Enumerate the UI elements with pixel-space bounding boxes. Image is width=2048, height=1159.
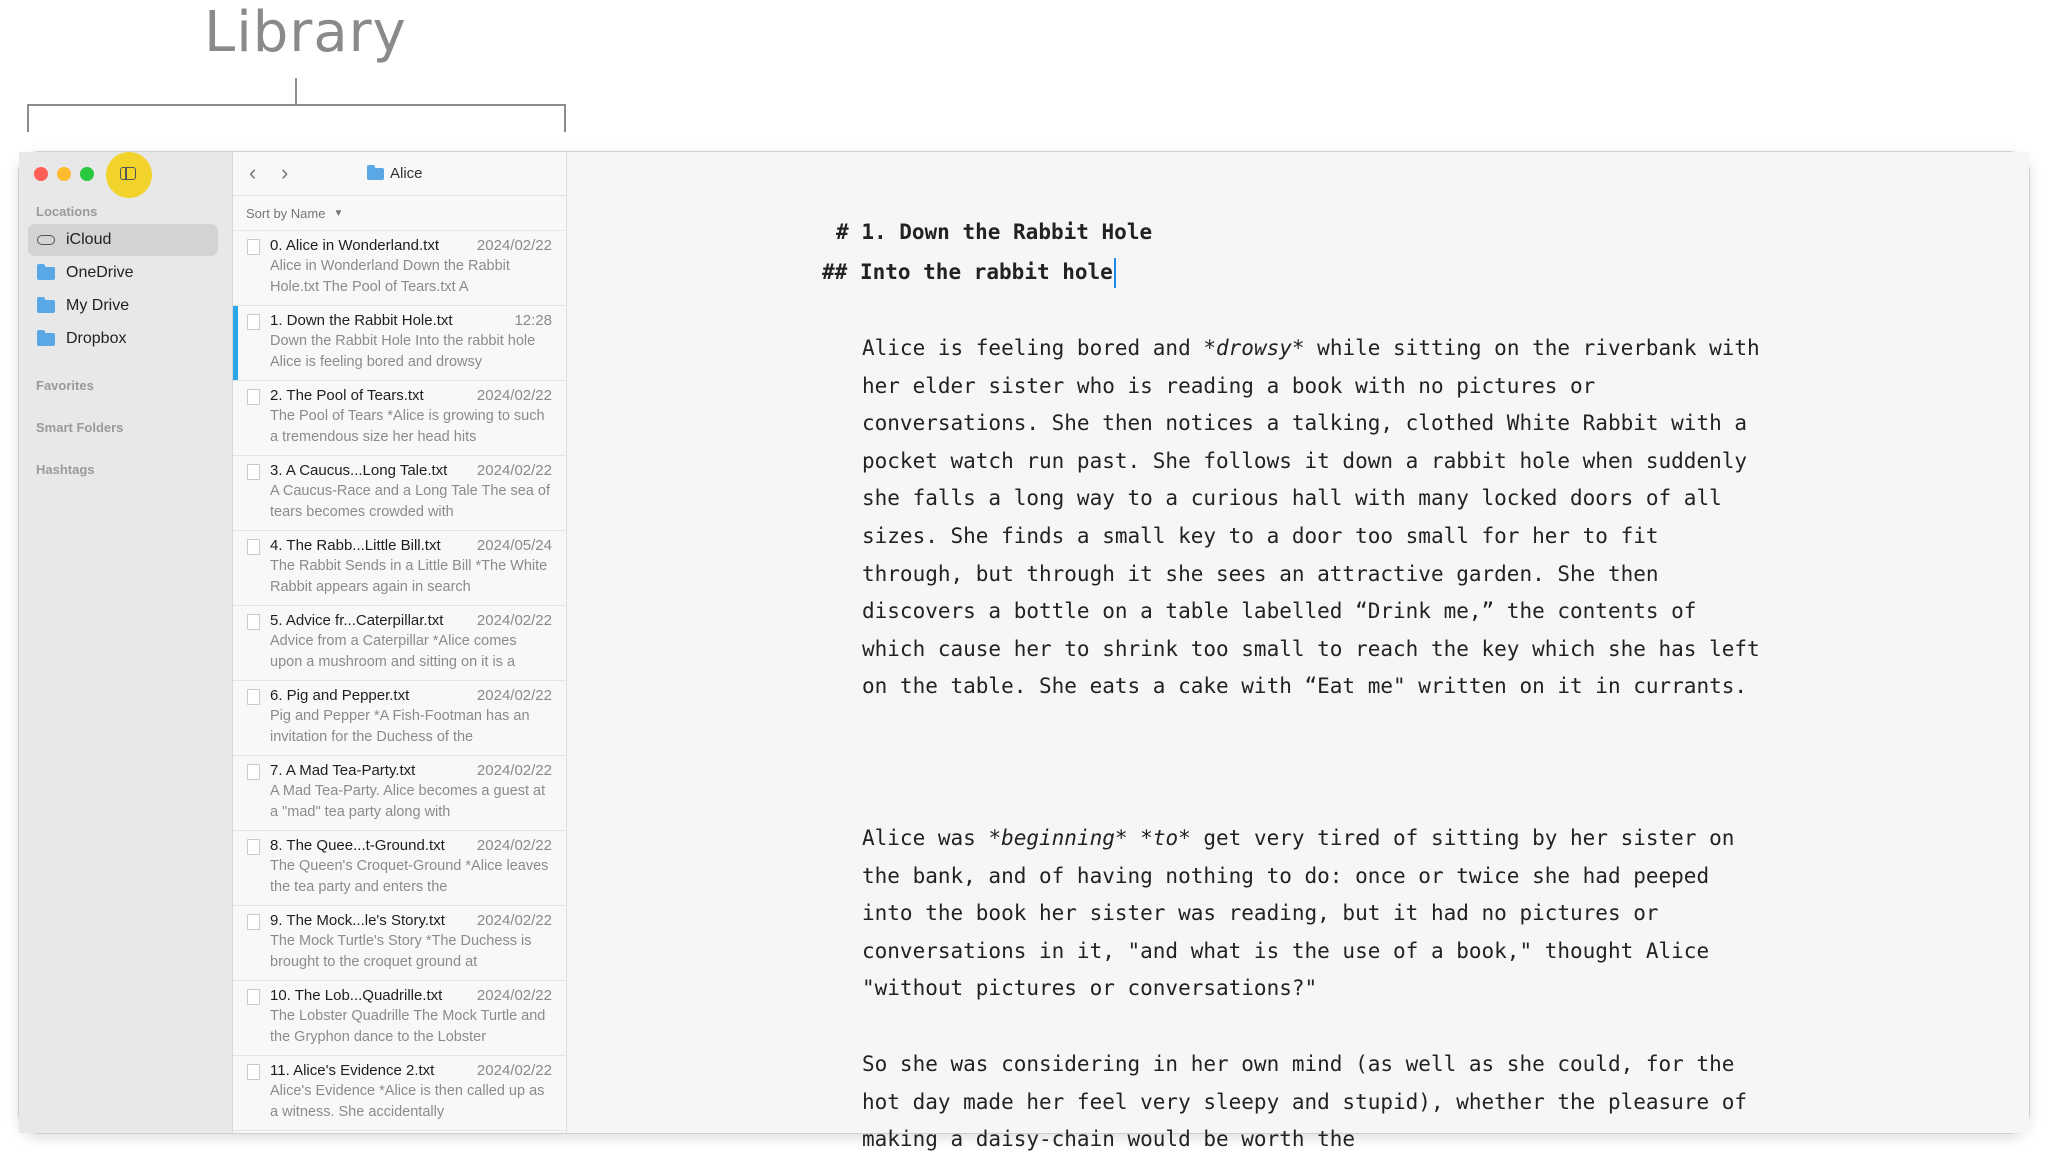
- library-callout-title: Library: [204, 0, 407, 65]
- emphasis-text: *beginning*: [988, 826, 1128, 850]
- paragraph-2: Alice was *beginning* *to* get very tired of sitting by her sister on the bank, and of having nothing to do: once or twice she had peeped into the book her sister was reading, but it had no pictures or conversations in it, "and what is the use of a book," thought Alice "without pictures or conversations?": [862, 826, 1748, 1001]
- file-item-header: [270, 462, 552, 479]
- file-item-header: [270, 612, 552, 629]
- heading-1: [836, 220, 1152, 244]
- heading-2-marker: ##: [822, 260, 848, 284]
- zoom-window-button[interactable]: [80, 167, 94, 181]
- text-cursor: [1114, 258, 1116, 288]
- file-date: 2024/02/22: [476, 237, 552, 254]
- file-list-item[interactable]: [233, 906, 566, 981]
- file-item-header: [270, 762, 552, 779]
- editor-pane[interactable]: [567, 152, 2029, 1152]
- current-folder-label: Alice: [390, 165, 423, 182]
- file-preview: Down the Rabbit Hole Into the rabbit hole Alice is feeling bored and drowsy: [270, 333, 536, 370]
- file-list-item[interactable]: [233, 681, 566, 756]
- file-item-header: [270, 1062, 552, 1079]
- file-name: 1. Down the Rabbit Hole.txt: [270, 312, 453, 329]
- file-list-item[interactable]: [233, 981, 566, 1056]
- file-date: 2024/02/22: [476, 837, 552, 854]
- sort-label: Sort by Name: [246, 205, 326, 221]
- section-label-favorites[interactable]: Favorites: [36, 378, 94, 393]
- document-icon: [247, 1064, 260, 1080]
- document-icon: [247, 839, 260, 855]
- file-name: 6. Pig and Pepper.txt: [270, 687, 410, 704]
- file-preview: A Mad Tea-Party. Alice becomes a guest at a "mad" tea party along with: [270, 783, 546, 820]
- heading-1-text: 1. Down the Rabbit Hole: [861, 220, 1153, 244]
- file-list-item[interactable]: [233, 531, 566, 606]
- document-icon: [247, 539, 260, 555]
- paragraph-1: Alice is feeling bored and *drowsy* while sitting on the riverbank with her elder sister who is reading a book with no pictures or conversations. She then notices a talking, clothed White Rabbit with a pocket watch run past. She follows it down a rabbit hole when suddenly she falls a long way to a curious hall with many locked doors of all sizes. She finds a small key to a door too small for her to fit through, but through it she sees an attractive garden. She then discovers a bottle on a table labelled “Drink me,” the contents of which cause her to shrink too small to reach the key which she has left on the table. She eats a cake with “Eat me" written on it in currants.: [862, 336, 1773, 699]
- paragraph-3: So she was considering in her own mind (as well as she could, for the hot day made her feel very sleepy and stupid), whether the pleasure of making a daisy-chain would be worth the: [862, 1052, 1760, 1152]
- file-preview: Alice in Wonderland Down the Rabbit Hole.txt The Pool of Tears.txt A: [270, 258, 510, 295]
- file-preview: Advice from a Caterpillar *Alice comes upon a mushroom and sitting on it is a: [270, 633, 517, 670]
- heading-2-text: Into the rabbit hole: [859, 260, 1113, 284]
- sidebar-item-icloud[interactable]: [28, 224, 218, 256]
- file-item-header: [270, 837, 552, 854]
- file-date: 2024/02/22: [476, 387, 552, 404]
- file-date: 2024/02/22: [476, 687, 552, 704]
- file-rows: [233, 231, 566, 1131]
- file-item-header: [270, 687, 552, 704]
- document-icon: [247, 464, 260, 480]
- file-date: 2024/02/22: [476, 912, 552, 929]
- back-arrow-icon[interactable]: ‹: [249, 160, 257, 185]
- sidebar: [19, 152, 233, 1133]
- file-date: 2024/02/22: [476, 462, 552, 479]
- emphasis-text: *to*: [1140, 826, 1191, 850]
- sidebar-item-my-drive[interactable]: [28, 290, 218, 322]
- file-item-header: [270, 387, 552, 404]
- file-name: 2. The Pool of Tears.txt: [270, 387, 424, 404]
- file-list-item[interactable]: [233, 381, 566, 456]
- forward-arrow-icon[interactable]: ›: [281, 160, 289, 185]
- sort-dropdown[interactable]: [233, 196, 566, 231]
- document-icon: [247, 314, 260, 330]
- file-preview: The Queen's Croquet-Ground *Alice leaves the tea party and enters the: [270, 858, 549, 895]
- document-icon: [247, 239, 260, 255]
- file-name: 0. Alice in Wonderland.txt: [270, 237, 439, 254]
- callout-bracket: [27, 104, 566, 132]
- current-folder: [367, 165, 423, 182]
- file-list-item[interactable]: [233, 756, 566, 831]
- file-item-header: [270, 312, 552, 329]
- file-name: 4. The Rabb...Little Bill.txt: [270, 537, 441, 554]
- folder-icon: [36, 267, 56, 280]
- emphasis-text: *drowsy*: [1203, 336, 1305, 360]
- file-item-header: [270, 237, 552, 254]
- section-label-hashtags[interactable]: Hashtags: [36, 462, 95, 477]
- file-name: 10. The Lob...Quadrille.txt: [270, 987, 443, 1004]
- folder-icon: [367, 168, 384, 180]
- file-preview: Pig and Pepper *A Fish-Footman has an invitation for the Duchess of the: [270, 708, 530, 745]
- file-name: 3. A Caucus...Long Tale.txt: [270, 462, 448, 479]
- document-icon: [247, 389, 260, 405]
- file-preview: A Caucus-Race and a Long Tale The sea of tears becomes crowded with: [270, 483, 550, 520]
- file-date: 2024/02/22: [476, 612, 552, 629]
- file-list-item[interactable]: [233, 306, 566, 381]
- file-preview: The Mock Turtle's Story *The Duchess is brought to the croquet ground at: [270, 933, 532, 970]
- file-date: 12:28: [514, 312, 552, 329]
- file-list-header: [233, 152, 566, 196]
- document-icon: [247, 914, 260, 930]
- sidebar-toggle-icon[interactable]: [120, 167, 136, 180]
- file-date: 2024/02/22: [476, 762, 552, 779]
- file-preview: Alice's Evidence *Alice is then called up as a witness. She accidentally: [270, 1083, 545, 1120]
- app-window: [19, 152, 2029, 1152]
- sidebar-item-label: My Drive: [66, 297, 130, 314]
- heading-1-marker: #: [836, 220, 849, 244]
- file-date: 2024/05/24: [476, 537, 552, 554]
- file-name: 11. Alice's Evidence 2.txt: [270, 1062, 435, 1079]
- sidebar-item-onedrive[interactable]: [28, 257, 218, 289]
- file-item-header: [270, 912, 552, 929]
- file-name: 9. The Mock...le's Story.txt: [270, 912, 445, 929]
- minimize-window-button[interactable]: [57, 167, 71, 181]
- document-icon: [247, 989, 260, 1005]
- folder-icon: [36, 300, 56, 313]
- file-preview: The Rabbit Sends in a Little Bill *The White Rabbit appears again in search: [270, 558, 548, 595]
- sidebar-item-label: OneDrive: [66, 264, 134, 281]
- file-list-item[interactable]: [233, 231, 566, 306]
- sidebar-item-label: iCloud: [66, 231, 112, 248]
- folder-icon: [36, 333, 56, 346]
- close-window-button[interactable]: [34, 167, 48, 181]
- file-preview: The Pool of Tears *Alice is growing to such a tremendous size her head hits: [270, 408, 545, 445]
- file-list-item[interactable]: [233, 606, 566, 681]
- file-name: 8. The Quee...t-Ground.txt: [270, 837, 445, 854]
- sidebar-item-label: Dropbox: [66, 330, 127, 347]
- callout-bracket-stem: [295, 78, 297, 106]
- file-item-header: [270, 537, 552, 554]
- chevron-down-icon: ▼: [333, 207, 344, 219]
- document-icon: [247, 764, 260, 780]
- file-list-pane: [233, 152, 567, 1133]
- file-date: 2024/02/22: [476, 987, 552, 1004]
- file-date: 2024/02/22: [476, 1062, 552, 1079]
- sidebar-item-dropbox[interactable]: [28, 323, 218, 355]
- section-label-locations: Locations: [36, 204, 98, 219]
- cloud-icon: [36, 235, 56, 245]
- file-list-item[interactable]: [233, 456, 566, 531]
- file-list-item[interactable]: [233, 831, 566, 906]
- file-name: 7. A Mad Tea-Party.txt: [270, 762, 416, 779]
- file-name: 5. Advice fr...Caterpillar.txt: [270, 612, 444, 629]
- heading-2: [822, 258, 1116, 288]
- document-icon: [247, 689, 260, 705]
- file-preview: The Lobster Quadrille The Mock Turtle and the Gryphon dance to the Lobster: [270, 1008, 546, 1045]
- file-item-header: [270, 987, 552, 1004]
- file-list-item[interactable]: [233, 1056, 566, 1131]
- document-icon: [247, 614, 260, 630]
- section-label-smart-folders[interactable]: Smart Folders: [36, 420, 124, 435]
